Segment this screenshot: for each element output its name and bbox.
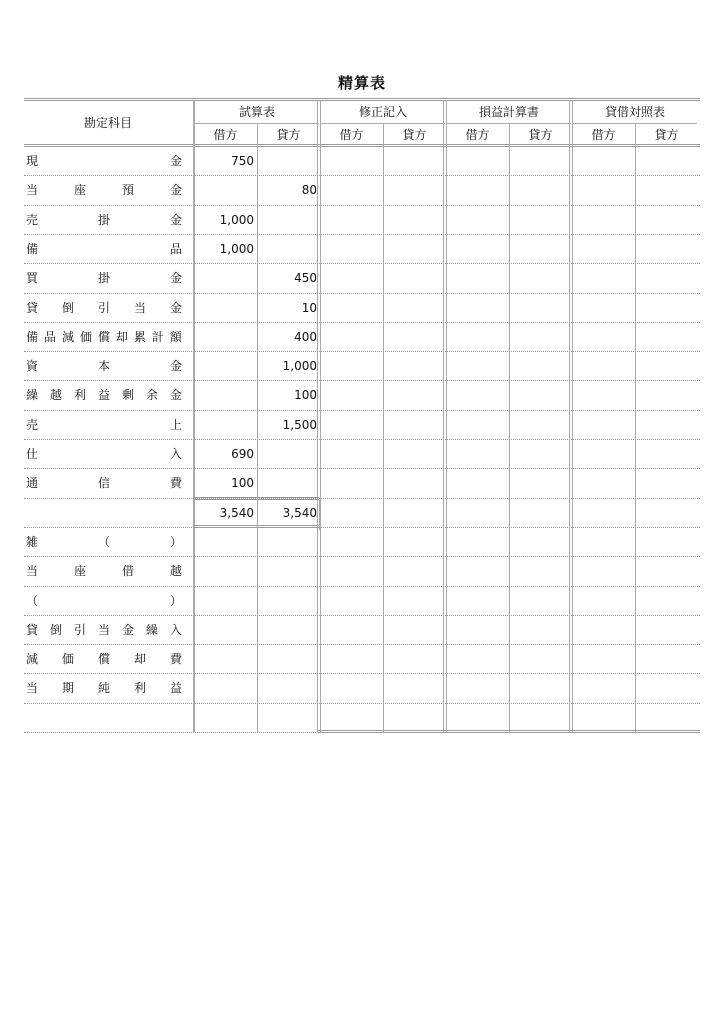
group-gap-border <box>569 100 570 732</box>
account-name: （ ） <box>26 593 182 608</box>
account-name: 通 信 費 <box>26 476 182 491</box>
trial-total-double-rule <box>194 525 319 528</box>
row-divider <box>24 410 700 411</box>
account-header: 勘定科目 <box>83 116 132 130</box>
trial-credit-value: 80 <box>301 183 317 198</box>
account-name: 当 期 純 利 益 <box>26 681 182 696</box>
group-left-border <box>572 100 573 732</box>
row-divider <box>24 380 700 381</box>
trial-credit-value: 100 <box>294 388 317 403</box>
trial-credit-value: 450 <box>294 271 317 286</box>
trial-debit-value: 1,000 <box>219 212 254 227</box>
page-title: 精算表 <box>337 74 386 92</box>
account-name: 売 掛 金 <box>26 212 182 227</box>
trial-total-border <box>319 500 320 530</box>
group-header-bs: 貸借対照表 <box>604 105 665 119</box>
group-gap-border <box>317 100 318 732</box>
row-divider <box>24 527 700 528</box>
trial-debit-value: 690 <box>231 447 254 461</box>
account-name: 売 上 <box>26 417 182 432</box>
row-divider <box>24 234 700 235</box>
row-divider <box>24 586 700 587</box>
row-divider <box>24 703 700 704</box>
row-divider <box>24 293 700 294</box>
account-name: 貸 倒 引 当 金 <box>26 300 182 315</box>
trial-debit-value: 3,540 <box>219 505 254 520</box>
trial-credit-value: 3,540 <box>282 505 317 520</box>
row-divider <box>24 468 700 469</box>
row-divider <box>24 205 700 206</box>
table-bottom-rule <box>317 730 700 733</box>
trial-credit-value: 1,500 <box>282 417 317 432</box>
group-left-border <box>194 100 195 732</box>
row-divider <box>24 175 700 176</box>
debit-header: 借方 <box>339 128 364 142</box>
trial-debit-value: 1,000 <box>219 241 254 256</box>
group-gap-border <box>443 100 444 732</box>
trial-debit-value: 750 <box>231 154 254 168</box>
trial-credit-value: 400 <box>294 329 317 344</box>
debit-header: 借方 <box>465 128 490 142</box>
row-divider <box>24 673 700 674</box>
credit-header: 貸方 <box>276 128 301 142</box>
account-name: 買 掛 金 <box>26 271 182 286</box>
account-name: 備 品 減 価 償 却 累 計 額 <box>26 329 182 344</box>
account-name: 減 価 償 却 費 <box>26 652 182 667</box>
row-divider <box>24 498 700 499</box>
debit-credit-divider <box>635 123 636 732</box>
account-name: 備 品 <box>26 241 182 256</box>
group-header-trial: 試算表 <box>238 105 275 119</box>
row-divider <box>24 322 700 323</box>
row-divider <box>24 556 700 557</box>
row-divider <box>24 263 700 264</box>
account-name: 現 金 <box>26 154 182 168</box>
group-header-pl: 損益計算書 <box>478 105 539 119</box>
row-divider <box>24 439 700 440</box>
account-name: 繰 越 利 益 剰 余 金 <box>26 388 182 403</box>
trial-credit-value: 1,000 <box>282 359 317 374</box>
debit-credit-divider <box>383 123 384 732</box>
account-name: 雑 （ ） <box>26 534 182 549</box>
row-divider <box>24 351 700 352</box>
header-bottom-rule <box>24 144 700 147</box>
group-left-border <box>320 100 321 732</box>
account-name <box>26 711 182 725</box>
trial-debit-value: 100 <box>231 476 254 491</box>
account-name: 仕 入 <box>26 447 182 461</box>
trial-total-top-rule <box>194 497 319 500</box>
account-name: 当 座 借 越 <box>26 564 182 579</box>
account-name <box>26 506 182 520</box>
credit-header: 貸方 <box>402 128 427 142</box>
debit-header: 借方 <box>213 128 238 142</box>
account-name: 貸 倒 引 当 金 繰 入 <box>26 622 182 637</box>
header-top-rule <box>24 98 700 101</box>
row-divider <box>24 644 700 645</box>
trial-credit-value: 10 <box>301 300 317 315</box>
credit-header: 貸方 <box>528 128 553 142</box>
row-divider <box>24 615 700 616</box>
account-name: 資 本 金 <box>26 359 182 374</box>
credit-header: 貸方 <box>654 128 679 142</box>
debit-header: 借方 <box>591 128 616 142</box>
account-name: 当 座 預 金 <box>26 183 182 198</box>
group-left-border <box>446 100 447 732</box>
group-header-adjust: 修正記入 <box>358 105 407 119</box>
debit-credit-divider <box>509 123 510 732</box>
